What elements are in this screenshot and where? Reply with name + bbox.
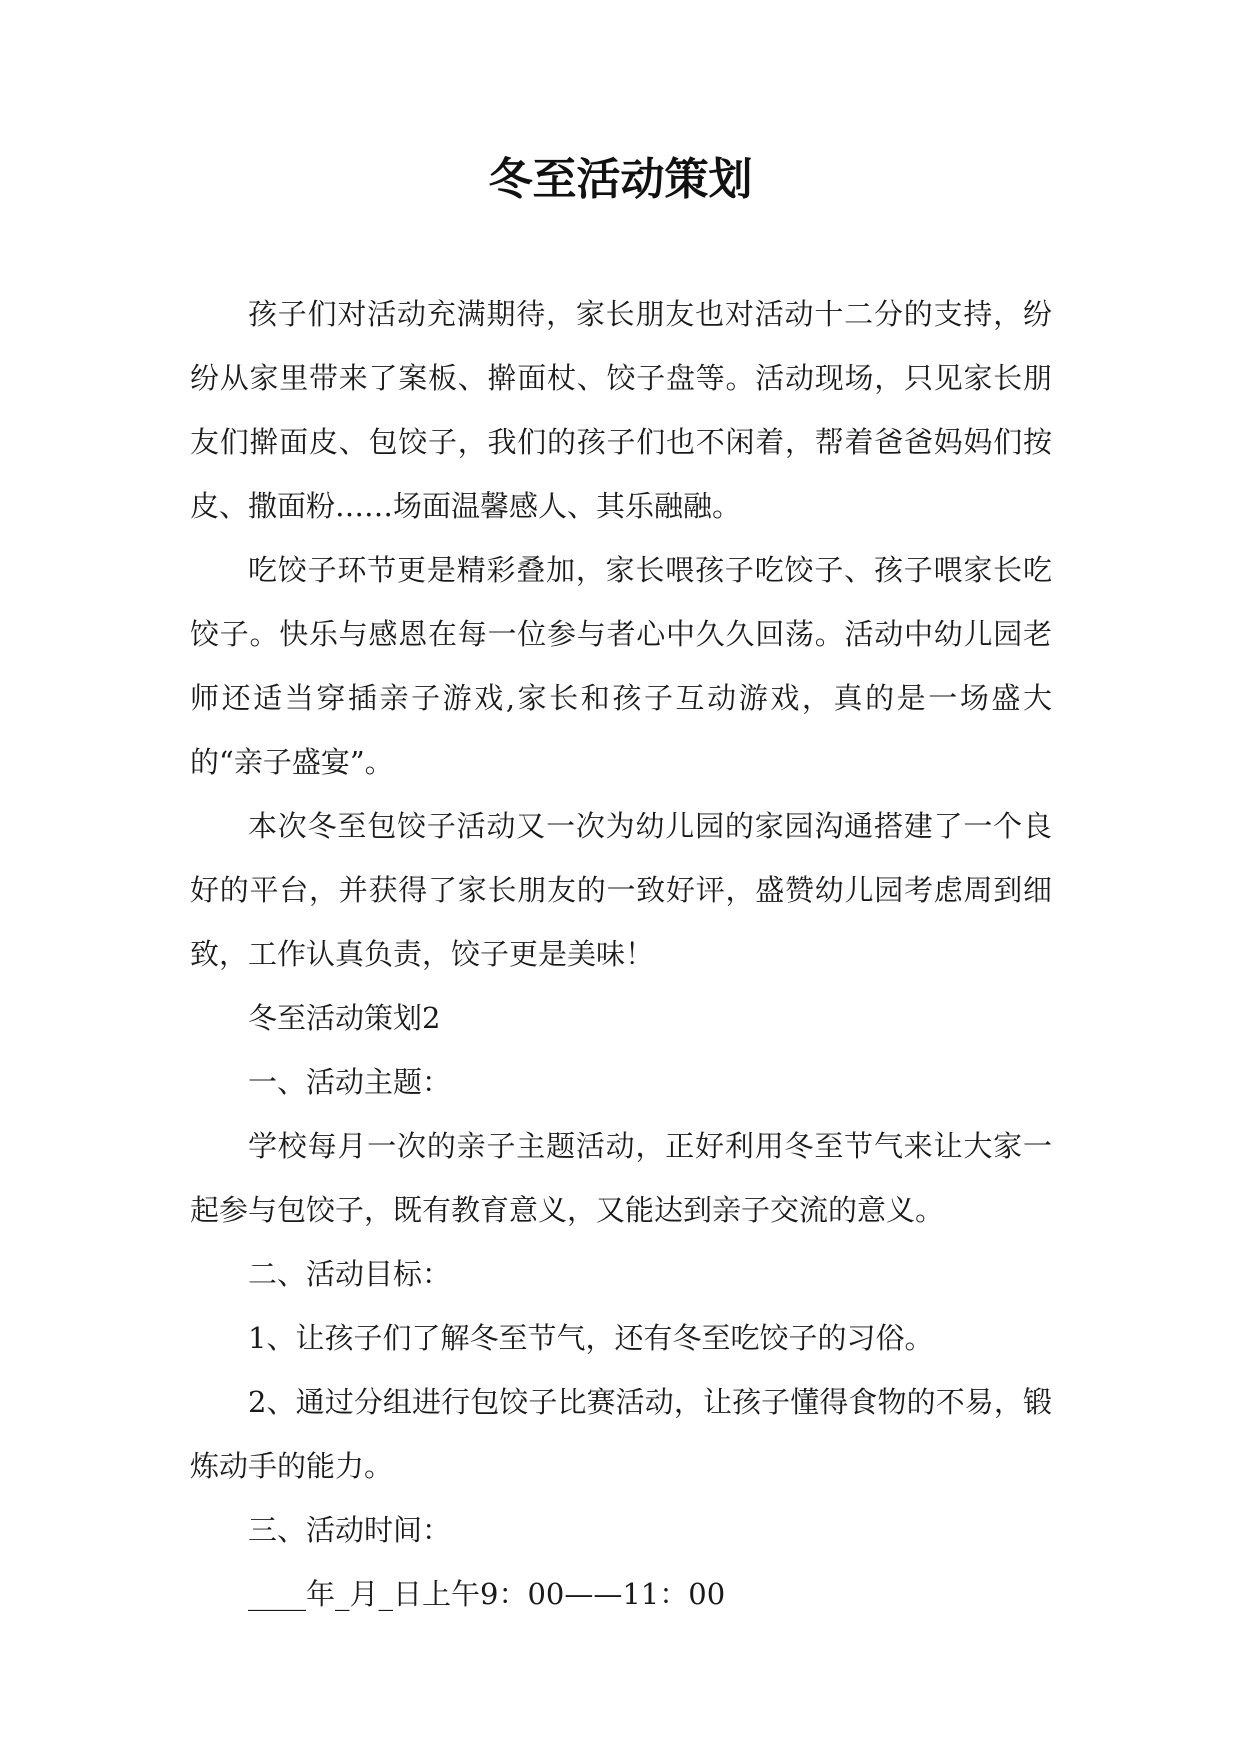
section-heading-time: 三、活动时间： <box>248 1513 452 1547</box>
document-title: 冬至活动策划 <box>488 154 753 205</box>
paragraph-theme: 学校每月一次的亲子主题活动，正好利用冬至节气来让大家一起参与包饺子，既有教育意义，又能达到亲子交流的意义。 <box>190 1129 1052 1227</box>
section-heading-plan-2: 冬至活动策划2 <box>248 1001 441 1035</box>
activity-time-line: ____年_月_日上午9：00——11：00 <box>248 1577 726 1611</box>
paragraph-summary: 本次冬至包饺子活动又一次为幼儿园的家园沟通搭建了一个良好的平台，并获得了家长朋友的一致好评，盛赞幼儿园考虑周到细致，工作认真负责，饺子更是美味！ <box>190 809 1052 971</box>
list-item-goal-1: 1、让孩子们了解冬至节气，还有冬至吃饺子的习俗。 <box>248 1321 934 1355</box>
section-heading-theme: 一、活动主题： <box>248 1065 452 1099</box>
document-body <box>190 282 1052 1626</box>
paragraph-activity-scene: 孩子们对活动充满期待，家长朋友也对活动十二分的支持，纷纷从家里带来了案板、擀面杖、饺子盘等。活动现场，只见家长朋友们擀面皮、包饺子，我们的孩子们也不闲着，帮着爸爸妈妈们按皮、撒面粉……场面温馨感人、其乐融融。 <box>190 297 1052 523</box>
list-item-goal-2: 2、通过分组进行包饺子比赛活动，让孩子懂得食物的不易，锻炼动手的能力。 <box>190 1385 1052 1483</box>
paragraph-eating-dumplings: 吃饺子环节更是精彩叠加，家长喂孩子吃饺子、孩子喂家长吃饺子。快乐与感恩在每一位参与者心中久久回荡。活动中幼儿园老师还适当穿插亲子游戏,家长和孩子互动游戏，真的是一场盛大的“亲子盛宴”。 <box>190 553 1052 779</box>
section-heading-goals: 二、活动目标： <box>248 1257 452 1291</box>
